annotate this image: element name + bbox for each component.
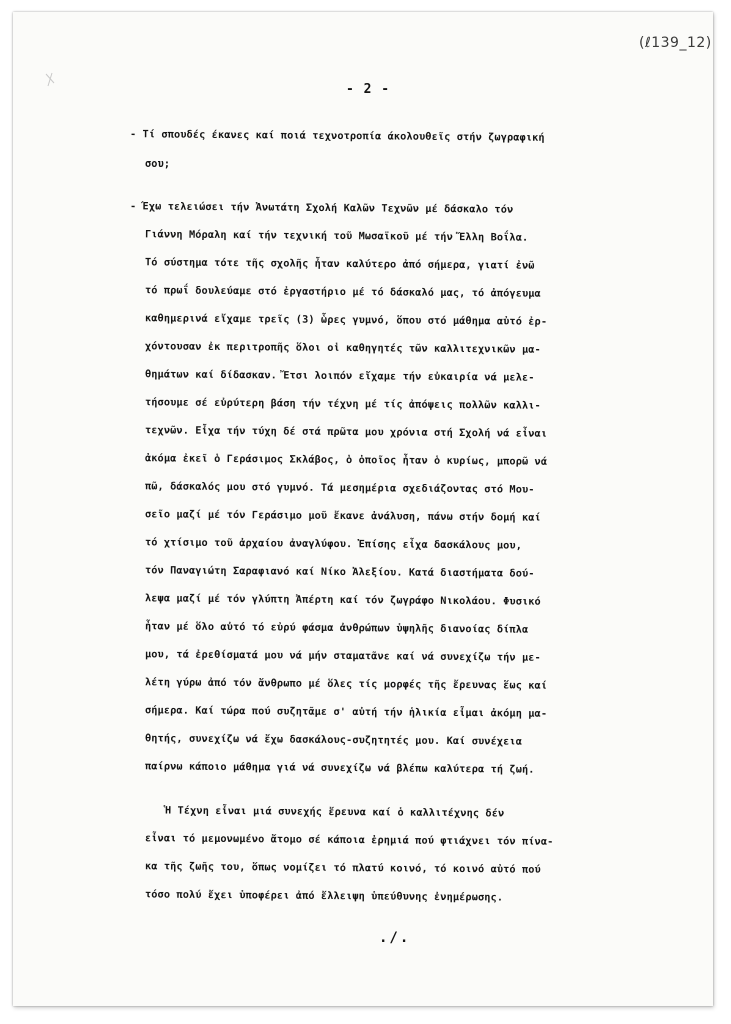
answer-line: Τό σύστημα τότε τῆς σχολῆς ἦταν καλύτερο ἀπό σήμερα, γιατί ἐνῶ [144,257,535,272]
answer-line: θημάτων καί δίδασκαν. Ἔτσι λοιπόν εἴχαμε τήν εὐκαιρία νά μελε- [144,369,535,384]
answer-line: ἀκόμα ἐκεῖ ὁ Γεράσιμος Σκλάβος, ὁ ὁποῖος ἦταν ὁ κυρίως, μπορῶ νά [144,453,548,468]
paragraph-line: κα τῆς ζωῆς του, ὅπως νομίζει τό πλατύ κοινό, τό κοινό αὐτό πού [144,861,541,876]
archive-reference-mark: (ℓ139_12) [639,35,712,51]
answer-line: λεψα μαζί μέ τόν γλύπτη Ἀπέρτη καί τόν ζωγράφο Νικολάου. Φυσικό [144,593,541,608]
answer-line: τό πρωΐ δουλεύαμε στό ἐργαστήριο μέ τό δάσκαλό μας, τό ἀπόγευμα [144,285,541,300]
document-page [13,12,713,1006]
answer-line: πῶ, δάσκαλός μου στό γυμνό. Τά μεσημέρια σχεδιάζοντας στό Μου- [144,481,535,496]
answer-line: χόντουσαν ἐκ περιτροπῆς ὅλοι οἱ καθηγητές τῶν καλλιτεχνικῶν μα- [144,341,541,356]
answer-line: σήμερα. Καί τώρα πού συζητᾶμε σ' αὐτή τήν ἡλικία εἶμαι ἀκόμη μα- [144,705,548,720]
answer-line: μου, τά ἐρεθίσματά μου νά μήν σταματᾶνε καί νά συνεχίζω τήν με- [144,649,541,664]
page-number: - 2 - [346,82,391,97]
paragraph-line: εἶναι τό μεμονωμένο ἄτομο σέ κάποια ἐρημιά πού φτιάχνει τόν πίνα- [144,833,554,848]
answer-line: θητής, συνεχίζω νά ἔχω δασκάλους-συζητητές μου. Καί συνέχεια [144,733,523,748]
answer-line: τό χτίσιμο τοῦ ἀρχαίου ἀναγλύφου. Ἐπίσης εἶχα δασκάλους μου, [144,537,523,552]
answer-line: παίρνω κάποιο μάθημα γιά νά συνεχίζω νά βλέπω καλύτερα τή ζωή. [144,761,535,776]
pencil-mark-icon [43,70,65,92]
paragraph-line: Ἡ Τέχνη εἶναι μιά συνεχής ἔρευνα καί ὁ καλλιτέχνης δέν [164,805,505,820]
answer-line: σεῖο μαζί μέ τόν Γεράσιμο μοῦ ἔκανε ἀνάλυση, πάνω στήν δομή καί [144,509,541,524]
answer-line: Γιάννη Μόραλη καί τήν τεχνική τοῦ Μωσαϊκοῦ μέ τήν Ἔλλη Βοΐλα. [144,229,529,244]
answer-line: τήσουμε σέ εὐρύτερη βάση τήν τέχνη μέ τίς ἀπόψεις πολλῶν καλλι- [144,397,541,412]
answer-line: λέτη γύρω ἀπό τόν ἄνθρωπο μέ ὅλες τίς μορφές τῆς ἔρευνας ἕως καί [144,677,548,692]
question-line: - Τί σπουδές έκανες καί ποιά τεχνοτροπία άκολουθεῖς στήν ζωγραφική [129,129,545,144]
answer-line: τεχνῶν. Εἶχα τήν τύχη δέ στά πρῶτα μου χρόνια στή Σχολή νά εἶναι [144,425,548,440]
answer-line: ἦταν μέ ὅλο αὐτό τό εὐρύ φάσμα ἀνθρώπων ὑψηλῆς διανοίας δίπλα [144,621,529,636]
paragraph-line: τόσο πολύ ἔχει ὑποφέρει ἀπό ἔλλειψη ὑπεύθυνης ἐνημέρωσης. [144,889,504,904]
answer-line: καθημερινά εἴχαμε τρεῖς (3) ὧρες γυμνό, ὅπου στό μάθημα αὐτό ἐρ- [144,313,548,328]
answer-line: τόν Παναγιώτη Σαραφιανό καί Νίκο Ἀλεξίου. Κατά διαστήματα δού- [144,565,535,580]
end-of-page-mark: ./. [379,930,411,946]
answer-line: - Έχω τελειώσει τήν Ἀνωτάτη Σχολή Καλῶν Τεχνῶν μέ δάσκαλο τόν [129,201,514,216]
question-line: σου; [145,159,171,170]
